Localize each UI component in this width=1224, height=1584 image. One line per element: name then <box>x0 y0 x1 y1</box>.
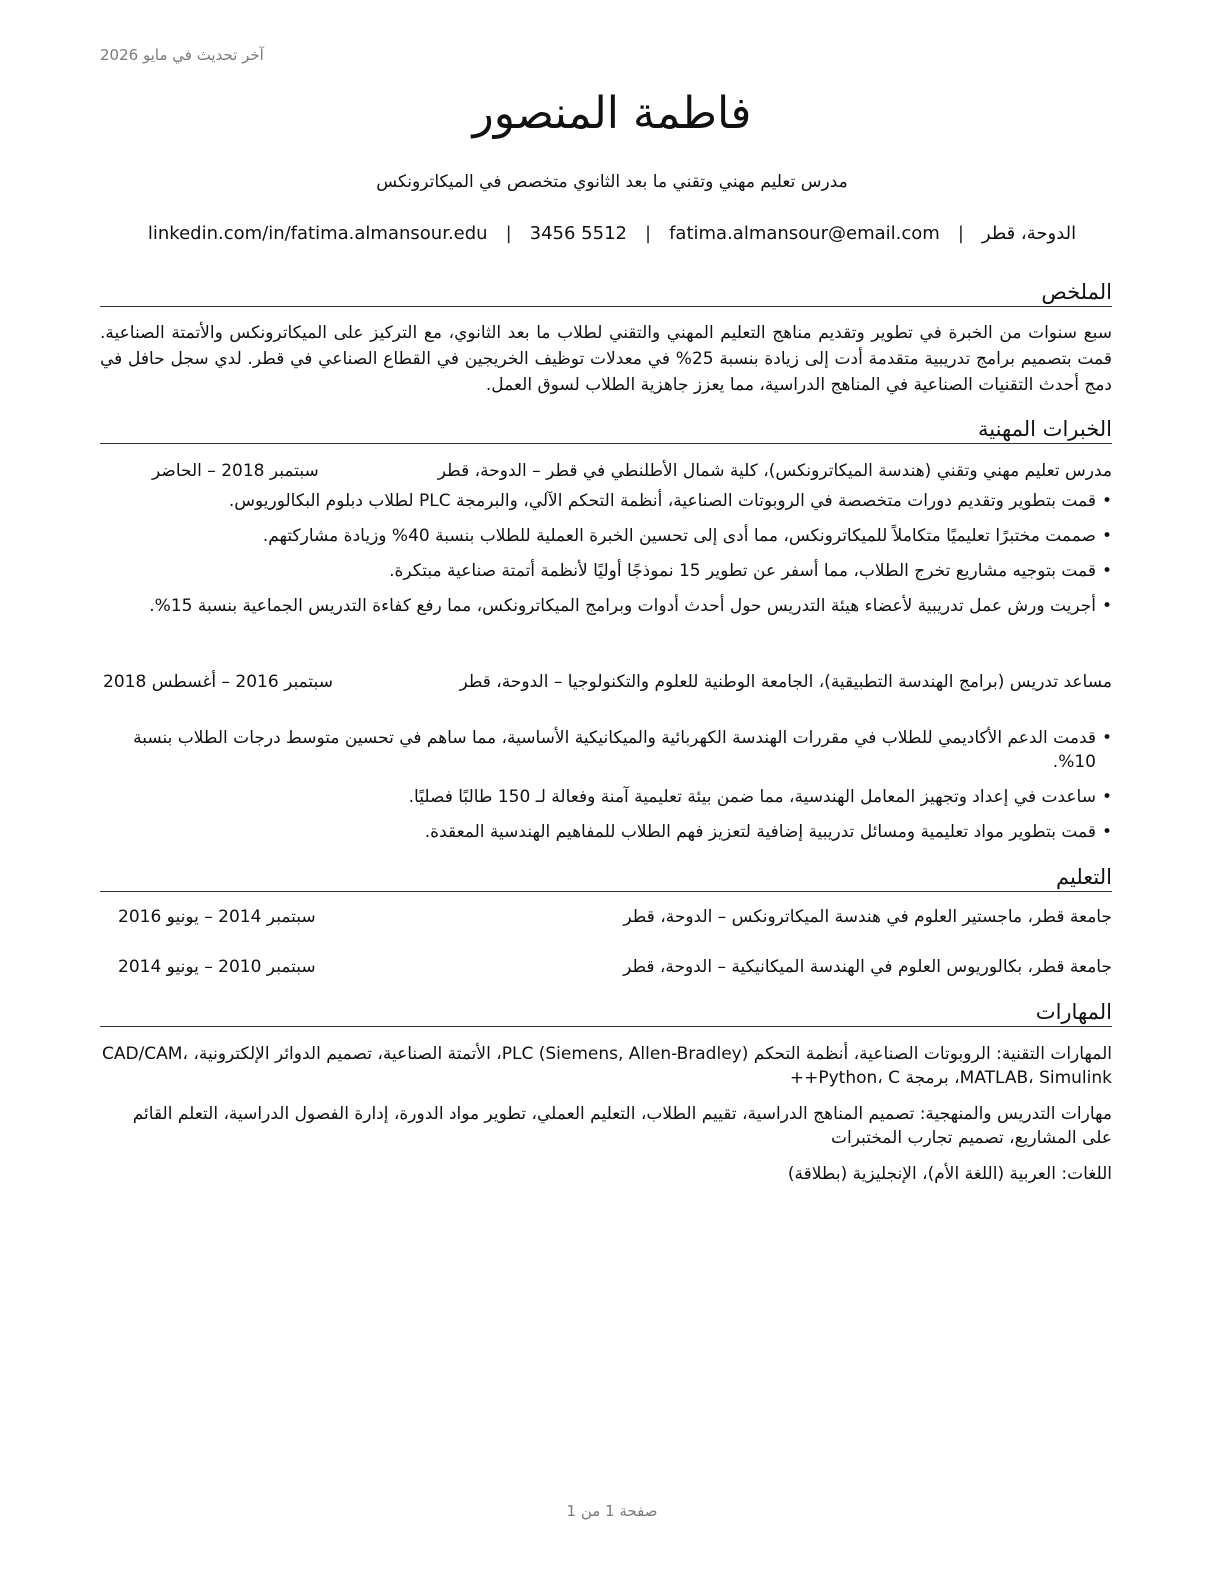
contact-line <box>100 223 1124 244</box>
contact-separator: | <box>645 223 652 244</box>
job-bullets <box>100 726 1112 855</box>
contact-location: الدوحة، قطر <box>981 223 1077 244</box>
education-item <box>100 957 1112 983</box>
contact-linkedin[interactable]: linkedin.com/in/fatima.almansour.edu <box>147 223 488 244</box>
summary-text: سبع سنوات من الخبرة في تطوير وتقديم مناهج التعليم المهني والتقني لطلاب ما بعد الثانوي، مع التركيز على الميكاترونكس والأتمتة الصناعية. قمت بتصميم برامج تدريبية متقدمة أدت إلى زيادة بنسبة 25% في معدلات توظيف الخريجين في القطاع الصناعي في قطر. لدي سجل حافل في دمج أحدث التقنيات الصناعية في المناهج الدراسية، مما يعزز جاهزية الطلاب لسوق العمل. <box>100 323 1112 395</box>
job-header <box>100 459 1112 483</box>
contact-email[interactable]: fatima.almansour@email.com <box>669 223 940 244</box>
job-bullet: • قمت بتطوير وتقديم دورات متخصصة في الروبوتات الصناعية، أنظمة التحكم الآلي، والبرمجة PLC لطلاب دبلوم البكالوريوس. <box>100 489 1112 513</box>
job-bullet: • قدمت الدعم الأكاديمي للطلاب في مقررات الهندسة الكهربائية والميكانيكية الأساسية، مما ساهم في تحسين متوسط درجات الطلاب بنسبة 10%. <box>100 726 1112 774</box>
job-bullet: • ساعدت في إعداد وتجهيز المعامل الهندسية، مما ضمن بيئة تعليمية آمنة وفعالة لـ 150 طالبًا فصليًا. <box>100 785 1112 809</box>
candidate-name: فاطمة المنصور <box>472 88 752 139</box>
education-dates: سبتمبر 2010 – يونيو 2014 <box>118 957 316 977</box>
job-header <box>100 670 1112 718</box>
last-updated-note: آخر تحديث في مايو 2026 <box>100 46 264 64</box>
contact-separator: | <box>505 223 512 244</box>
skill-line-languages: اللغات: العربية (اللغة الأم)، الإنجليزية (بطلاقة) <box>787 1164 1112 1184</box>
job-bullets <box>100 489 1112 629</box>
job-bullet: • قمت بتطوير مواد تعليمية ومسائل تدريبية إضافية لتعزيز فهم الطلاب للمفاهيم الهندسية المعقدة. <box>100 820 1112 844</box>
skill-line-teaching: مهارات التدريس والمنهجية: تصميم المناهج الدراسية، تقييم الطلاب، التعليم العملي، تطوير مواد الدورة، إدارة الفصول الدراسية، التعلم القائم على المشاريع، تصميم تجارب المختبرات <box>132 1104 1112 1148</box>
education-degree: جامعة قطر، بكالوريوس العلوم في الهندسة الميكانيكية – الدوحة، قطر <box>623 957 1112 977</box>
job-dates: سبتمبر 2018 – الحاضر <box>152 461 319 481</box>
candidate-headline: مدرس تعليم مهني وتقني ما بعد الثانوي متخصص في الميكاترونكس <box>376 172 848 192</box>
section-title-skills: المهارات <box>100 998 1112 1027</box>
education-dates: سبتمبر 2014 – يونيو 2016 <box>118 907 316 927</box>
skill-line-technical: المهارات التقنية: الروبوتات الصناعية، أنظمة التحكم PLC (Siemens, Allen-Bradley)، الأتمتة الصناعية، تصميم الدوائر الإلكترونية، CAD/CAM، MATLAB، Simulink، برمجة Python، C++ <box>101 1044 1112 1088</box>
job-title: مساعد تدريس (برامج الهندسة التطبيقية)، الجامعة الوطنية للعلوم والتكنولوجيا – الدوحة، قطر <box>459 672 1112 692</box>
job-dates: سبتمبر 2016 – أغسطس 2018 <box>103 672 333 692</box>
job-title: مدرس تعليم مهني وتقني (هندسة الميكاترونكس)، كلية شمال الأطلنطي في قطر – الدوحة، قطر <box>437 461 1112 481</box>
job-bullet: • صممت مختبرًا تعليميًا متكاملاً للميكاترونكس، مما أدى إلى تحسين الخبرة العملية للطلاب بنسبة 40% وزيادة مشاركتهم. <box>100 524 1112 548</box>
job-bullet: • أجريت ورش عمل تدريبية لأعضاء هيئة التدريس حول أحدث أدوات وبرامج الميكاترونكس، مما رفع كفاءة التدريس الجماعية بنسبة 15%. <box>100 594 1112 618</box>
page-number: صفحة 1 من 1 <box>566 1502 658 1520</box>
education-degree: جامعة قطر، ماجستير العلوم في هندسة الميكاترونكس – الدوحة، قطر <box>623 907 1112 927</box>
contact-separator: | <box>957 223 964 244</box>
job-bullet: • قمت بتوجيه مشاريع تخرج الطلاب، مما أسفر عن تطوير 15 نموذجًا أوليًا لأنظمة أتمتة صناعية مبتكرة. <box>100 559 1112 583</box>
contact-phone: 3456 5512 <box>529 223 627 244</box>
section-title-experience: الخبرات المهنية <box>100 415 1112 444</box>
section-title-summary: الملخص <box>100 278 1112 307</box>
section-title-education: التعليم <box>100 863 1112 892</box>
education-item <box>100 907 1112 933</box>
